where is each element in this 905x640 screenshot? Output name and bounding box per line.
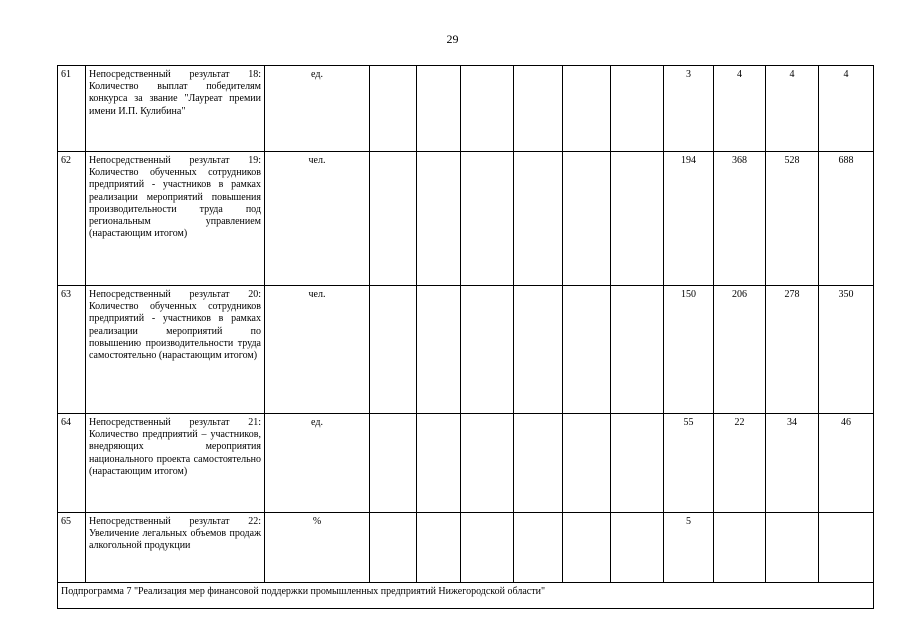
- table-row: [58, 286, 874, 414]
- subprogram-title: Подпрограмма 7 "Реализация мер финансовой поддержки промышленных предприятий Нижегородской области": [58, 583, 874, 609]
- value-cell: 688: [819, 152, 874, 286]
- row-number: 65: [58, 513, 86, 583]
- table-row: [58, 152, 874, 286]
- page-number: 29: [446, 32, 459, 46]
- value-cell: 34: [766, 414, 819, 513]
- value-cell: 4: [819, 66, 874, 152]
- table-row: [58, 513, 874, 583]
- empty-cell: [563, 286, 611, 414]
- row-number: 63: [58, 286, 86, 414]
- value-cell: 150: [664, 286, 714, 414]
- row-unit: чел.: [265, 152, 370, 286]
- value-cell: 4: [714, 66, 766, 152]
- empty-cell: [370, 513, 417, 583]
- empty-cell: [514, 152, 563, 286]
- row-description: Непосредственный результат 22: Увеличение легальных объемов продаж алкогольной продукции: [86, 513, 265, 583]
- value-cell: [714, 513, 766, 583]
- value-cell: [819, 513, 874, 583]
- empty-cell: [461, 286, 514, 414]
- value-cell: 22: [714, 414, 766, 513]
- row-number: 62: [58, 152, 86, 286]
- empty-cell: [611, 152, 664, 286]
- empty-cell: [417, 66, 461, 152]
- row-number: 61: [58, 66, 86, 152]
- row-description: Непосредственный результат 19: Количество обученных сотрудников предприятий - участников в рамках реализации мероприятий повышения производительности труда под региональным управлением (нарастающим итогом): [86, 152, 265, 286]
- value-cell: [766, 513, 819, 583]
- empty-cell: [417, 152, 461, 286]
- empty-cell: [514, 286, 563, 414]
- empty-cell: [461, 152, 514, 286]
- row-description: Непосредственный результат 20: Количество обученных сотрудников предприятий - участников в рамках реализации мероприятий по повышению производительности труда самостоятельно (нарастающим итогом): [86, 286, 265, 414]
- empty-cell: [611, 513, 664, 583]
- row-unit: чел.: [265, 286, 370, 414]
- empty-cell: [461, 414, 514, 513]
- empty-cell: [611, 414, 664, 513]
- empty-cell: [370, 414, 417, 513]
- value-cell: 278: [766, 286, 819, 414]
- value-cell: 528: [766, 152, 819, 286]
- value-cell: 4: [766, 66, 819, 152]
- value-cell: 368: [714, 152, 766, 286]
- row-number: 64: [58, 414, 86, 513]
- empty-cell: [461, 66, 514, 152]
- value-cell: 46: [819, 414, 874, 513]
- empty-cell: [417, 513, 461, 583]
- table-row: [58, 414, 874, 513]
- value-cell: 350: [819, 286, 874, 414]
- empty-cell: [514, 66, 563, 152]
- empty-cell: [417, 286, 461, 414]
- empty-cell: [563, 414, 611, 513]
- empty-cell: [514, 513, 563, 583]
- empty-cell: [370, 66, 417, 152]
- empty-cell: [370, 286, 417, 414]
- value-cell: 206: [714, 286, 766, 414]
- row-unit: %: [265, 513, 370, 583]
- row-description: Непосредственный результат 18: Количество выплат победителям конкурса за звание "Лауреат премии имени И.П. Кулибина": [86, 66, 265, 152]
- indicators-table: [57, 65, 874, 609]
- value-cell: 55: [664, 414, 714, 513]
- empty-cell: [370, 152, 417, 286]
- value-cell: 3: [664, 66, 714, 152]
- table-row: [58, 66, 874, 152]
- row-description: Непосредственный результат 21: Количество предприятий – участников, внедряющих мероприятия национального проекта самостоятельно (нарастающим итогом): [86, 414, 265, 513]
- empty-cell: [461, 513, 514, 583]
- empty-cell: [563, 513, 611, 583]
- value-cell: 194: [664, 152, 714, 286]
- empty-cell: [563, 66, 611, 152]
- empty-cell: [417, 414, 461, 513]
- empty-cell: [611, 66, 664, 152]
- row-unit: ед.: [265, 414, 370, 513]
- empty-cell: [611, 286, 664, 414]
- value-cell: 5: [664, 513, 714, 583]
- row-unit: ед.: [265, 66, 370, 152]
- empty-cell: [514, 414, 563, 513]
- empty-cell: [563, 152, 611, 286]
- subprogram-row: [58, 583, 874, 609]
